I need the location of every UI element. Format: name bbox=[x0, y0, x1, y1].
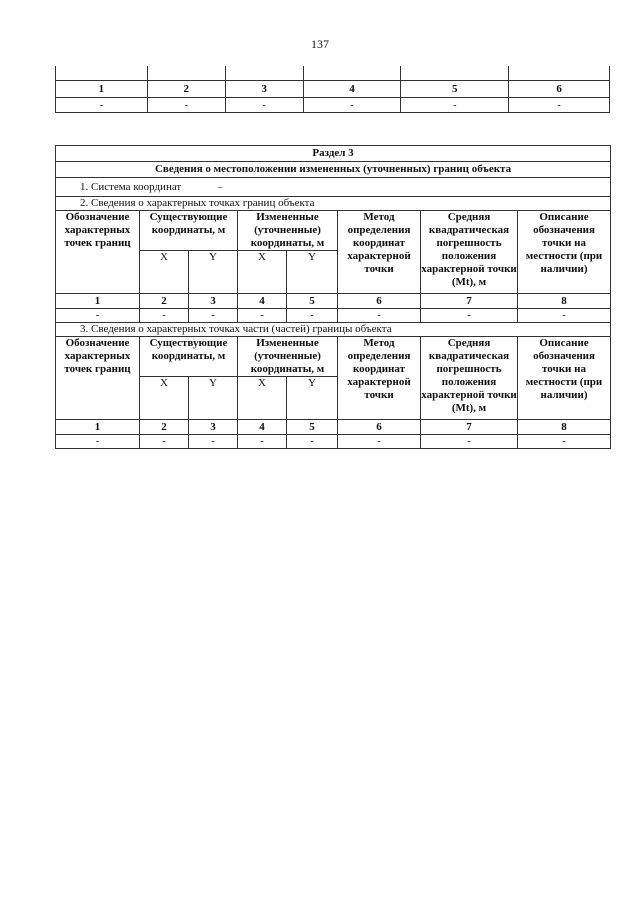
header-error: Средняя квадратическая погрешность положения характерной точки (Mt), м bbox=[421, 337, 518, 420]
column-number: 2 bbox=[140, 294, 189, 309]
section-subtitle: Сведения о местоположении измененных (уточненных) границ объекта bbox=[56, 162, 611, 178]
table-cell: - bbox=[303, 98, 401, 113]
table-cell: - bbox=[238, 435, 287, 449]
header-existing: Существующие координаты, м bbox=[140, 337, 238, 377]
table-cell: - bbox=[56, 98, 148, 113]
header-designation: Обозначение характерных точек границ bbox=[56, 337, 140, 420]
blank-cell bbox=[401, 66, 509, 81]
column-number: 5 bbox=[287, 420, 338, 435]
column-number: 3 bbox=[189, 294, 238, 309]
header-method: Метод определения координат характерной точки bbox=[338, 211, 421, 294]
header-x: X bbox=[238, 251, 287, 294]
table-cell: - bbox=[518, 435, 611, 449]
table-cell: - bbox=[238, 309, 287, 323]
column-number: 5 bbox=[401, 81, 509, 98]
header-x: X bbox=[140, 377, 189, 420]
blank-cell bbox=[56, 66, 148, 81]
page-number: 137 bbox=[311, 37, 329, 51]
column-number: 8 bbox=[518, 294, 611, 309]
blank-cell bbox=[147, 66, 225, 81]
section-title: Раздел 3 bbox=[56, 146, 611, 162]
column-number: 1 bbox=[56, 420, 140, 435]
header-changed: Измененные (уточненные) координаты, м bbox=[238, 211, 338, 251]
column-number: 7 bbox=[421, 294, 518, 309]
coord-system-row bbox=[56, 178, 611, 197]
header-y: Y bbox=[287, 377, 338, 420]
column-number: 8 bbox=[518, 420, 611, 435]
table-cell: - bbox=[421, 309, 518, 323]
part3-title: 3. Сведения о характерных точках части (частей) границы объекта bbox=[56, 323, 611, 337]
coord-system-label: 1. Система координат bbox=[80, 180, 182, 193]
column-number: 5 bbox=[287, 294, 338, 309]
table-cell: - bbox=[509, 98, 610, 113]
table-cell: - bbox=[421, 435, 518, 449]
table-cell: - bbox=[140, 435, 189, 449]
header-method: Метод определения координат характерной точки bbox=[338, 337, 421, 420]
column-number: 3 bbox=[189, 420, 238, 435]
table-cell: - bbox=[189, 309, 238, 323]
header-designation: Обозначение характерных точек границ bbox=[56, 211, 140, 294]
table-cell: - bbox=[56, 435, 140, 449]
table-cell: - bbox=[518, 309, 611, 323]
table-cell: - bbox=[140, 309, 189, 323]
header-x: X bbox=[140, 251, 189, 294]
table-cell: - bbox=[287, 309, 338, 323]
part2-title: 2. Сведения о характерных точках границ объекта bbox=[56, 197, 611, 211]
continuation-table bbox=[55, 66, 610, 113]
table-cell: - bbox=[189, 435, 238, 449]
blank-cell bbox=[225, 66, 303, 81]
column-number: 1 bbox=[56, 81, 148, 98]
table-cell: - bbox=[401, 98, 509, 113]
column-number: 4 bbox=[238, 294, 287, 309]
coord-system-value: – bbox=[217, 181, 223, 192]
column-number: 4 bbox=[238, 420, 287, 435]
column-number: 6 bbox=[509, 81, 610, 98]
column-number: 1 bbox=[56, 294, 140, 309]
header-x: X bbox=[238, 377, 287, 420]
blank-cell bbox=[303, 66, 401, 81]
table-cell: - bbox=[147, 98, 225, 113]
table-cell: - bbox=[225, 98, 303, 113]
table-cell: - bbox=[338, 309, 421, 323]
column-number: 4 bbox=[303, 81, 401, 98]
header-changed: Измененные (уточненные) координаты, м bbox=[238, 337, 338, 377]
column-number: 3 bbox=[225, 81, 303, 98]
column-number: 2 bbox=[140, 420, 189, 435]
column-number: 7 bbox=[421, 420, 518, 435]
column-number: 6 bbox=[338, 420, 421, 435]
table-cell: - bbox=[287, 435, 338, 449]
column-number: 2 bbox=[147, 81, 225, 98]
table-cell: - bbox=[338, 435, 421, 449]
header-error: Средняя квадратическая погрешность положения характерной точки (Mt), м bbox=[421, 211, 518, 294]
blank-cell bbox=[509, 66, 610, 81]
header-y: Y bbox=[287, 251, 338, 294]
header-description: Описание обозначения точки на местности (при наличии) bbox=[518, 337, 611, 420]
section-table bbox=[55, 145, 611, 449]
header-y: Y bbox=[189, 251, 238, 294]
column-number: 6 bbox=[338, 294, 421, 309]
header-y: Y bbox=[189, 377, 238, 420]
table-cell: - bbox=[56, 309, 140, 323]
header-description: Описание обозначения точки на местности (при наличии) bbox=[518, 211, 611, 294]
header-existing: Существующие координаты, м bbox=[140, 211, 238, 251]
